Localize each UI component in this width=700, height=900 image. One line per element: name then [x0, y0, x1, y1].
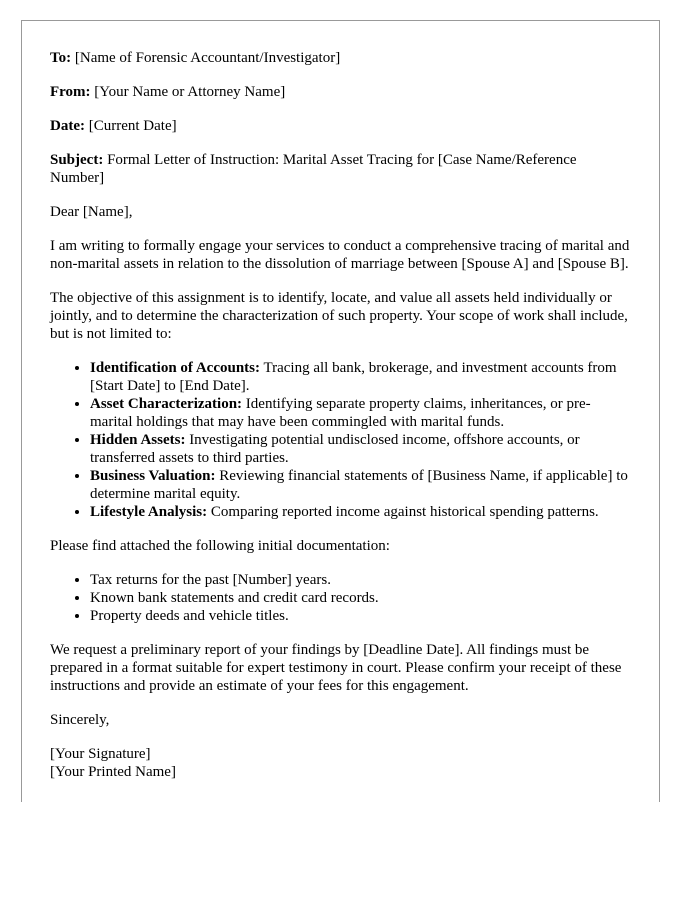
scope-item-text: Comparing reported income against historical spending patterns.	[210, 504, 599, 520]
from-label: From:	[50, 84, 91, 100]
request-paragraph: We request a preliminary report of your findings by [Deadline Date]. All findings must be prepared in a format suitable for expert testimony in court. Please confirm your receipt of these instructions and provide an estimate of your fees for this engagement.	[50, 642, 622, 694]
attachments-list	[50, 571, 631, 625]
attachment-item: • Known bank statements and credit card records.	[90, 589, 631, 607]
from-value: [Your Name or Attorney Name]	[94, 84, 286, 100]
to-label: To:	[50, 50, 72, 66]
scope-item-characterization	[90, 395, 631, 431]
scope-item-hidden-assets	[90, 431, 631, 467]
intro-paragraph: I am writing to formally engage your services to conduct a comprehensive tracing of marital and non-marital assets in relation to the dissolution of marriage between [Spouse A] and [Spouse B].	[50, 238, 630, 272]
scope-item-label: Hidden Assets:	[90, 432, 186, 448]
date-value: [Current Date]	[88, 118, 177, 134]
to-value: [Name of Forensic Accountant/Investigator]	[74, 50, 341, 66]
sign-off: Sincerely,	[50, 712, 110, 728]
signature-line: [Your Signature]	[50, 746, 151, 762]
scope-item-text: Tracing all bank, brokerage, and investment accounts from [Start Date] to [End Date].	[90, 360, 617, 394]
subject-value: Formal Letter of Instruction: Marital Asset Tracing for [Case Name/Reference Number]	[50, 152, 577, 186]
scope-item-business-valuation	[90, 467, 631, 503]
subject-label: Subject:	[50, 152, 104, 168]
scope-item-label: Lifestyle Analysis:	[90, 504, 208, 520]
scope-item-label: Identification of Accounts:	[90, 360, 260, 376]
objective-paragraph: The objective of this assignment is to identify, locate, and value all assets held individually or jointly, and to determine the characterization of such property. Your scope of work shall include, but is not limited to:	[50, 290, 628, 342]
scope-list	[50, 359, 631, 521]
attachments-intro: Please find attached the following initial documentation:	[50, 538, 390, 554]
printed-name-line: [Your Printed Name]	[50, 764, 176, 780]
date-line	[50, 117, 631, 135]
scope-item-text: Identifying separate property claims, inheritances, or pre-marital holdings that may have been commingled with marital funds.	[90, 396, 591, 430]
attachment-item: • Tax returns for the past [Number] years.	[90, 571, 631, 589]
to-line	[50, 49, 631, 67]
scope-item-label: Business Valuation:	[90, 468, 216, 484]
scope-item-label: Asset Characterization:	[90, 396, 243, 412]
letter-page	[21, 20, 660, 802]
salutation: Dear [Name],	[50, 204, 133, 220]
scope-item-text: Investigating potential undisclosed income, offshore accounts, or transferred assets to third parties.	[90, 432, 580, 466]
scope-item-lifestyle	[90, 503, 631, 521]
subject-line	[50, 151, 631, 187]
date-label: Date:	[50, 118, 85, 134]
attachment-item: • Property deeds and vehicle titles.	[90, 607, 631, 625]
scope-item-accounts	[90, 359, 631, 395]
scope-item-text: Reviewing financial statements of [Business Name, if applicable] to determine marital equity.	[90, 468, 628, 502]
from-line	[50, 83, 631, 101]
